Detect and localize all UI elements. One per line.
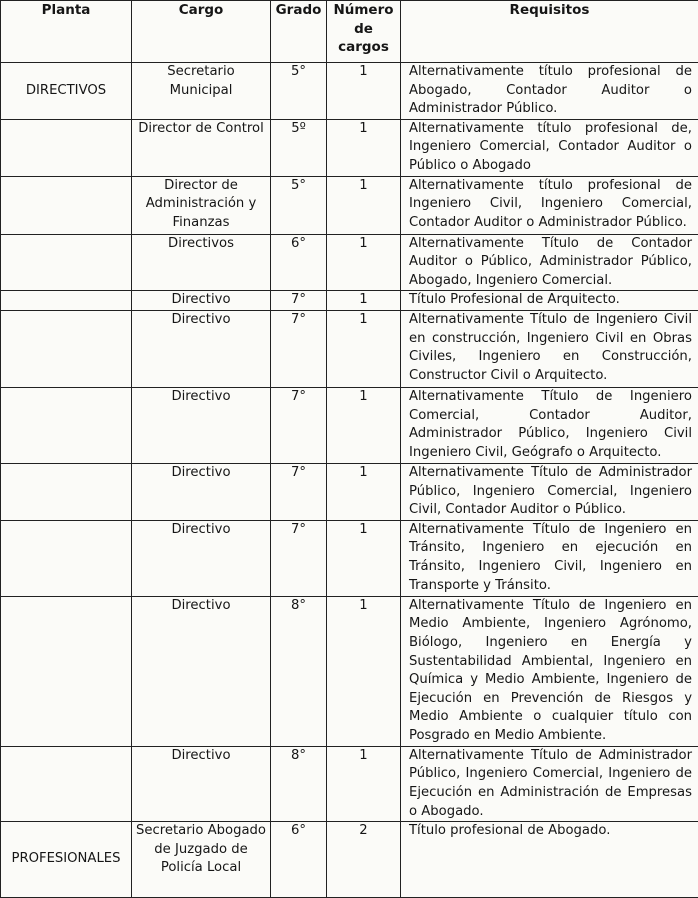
table-row: [1, 291, 698, 311]
planta-cell: [1, 234, 132, 291]
header-grado: Grado: [271, 1, 327, 63]
header-planta: Planta: [1, 1, 132, 63]
planta-cell: [1, 119, 132, 176]
grado-cell: 6°: [271, 234, 327, 291]
numero-cell: 1: [327, 387, 401, 463]
cargo-cell: Directivo: [132, 463, 271, 520]
numero-cell: 1: [327, 520, 401, 596]
requisitos-cell: Alternativamente Título de Contador Auditor o Público, Administrador Público, Abogado, Ingeniero Comercial.: [401, 234, 698, 291]
requisitos-cell: Alternativamente Título de Ingeniero en Medio Ambiente, Ingeniero Agrónomo, Biólogo, Ingeniero en Energía y Sustentabilidad Ambiental, Ingeniero en Química y Medio Ambiente, Ingeniero de Ejecución en Prevención de Riesgos y Medio Ambiente o cualquier título con Posgrado en Medio Ambiente.: [401, 596, 698, 746]
planta-cell: [1, 463, 132, 520]
table-row: [1, 63, 698, 120]
grado-cell: 5°: [271, 63, 327, 120]
cargo-cell: Directivo: [132, 387, 271, 463]
planta-cell: [1, 746, 132, 821]
table-row: [1, 234, 698, 291]
table-row: [1, 387, 698, 463]
table-row: [1, 119, 698, 176]
requisitos-cell: Alternativamente título profesional de, Ingeniero Comercial, Contador Auditor o Público o Abogado: [401, 119, 698, 176]
table-row: [1, 463, 698, 520]
cargo-cell: Directivo: [132, 520, 271, 596]
table-row: [1, 596, 698, 746]
numero-cell: 1: [327, 63, 401, 120]
grado-cell: 7°: [271, 463, 327, 520]
planta-cell: [1, 520, 132, 596]
planta-cell: [1, 291, 132, 311]
cargo-cell: Secretario Abogado de Juzgado de Policía Local: [132, 822, 271, 898]
header-row: [1, 1, 698, 63]
grado-cell: 7°: [271, 310, 327, 387]
planta-cell: [1, 387, 132, 463]
cargo-cell: Directivo: [132, 596, 271, 746]
table-row: [1, 746, 698, 821]
requisitos-cell: Alternativamente Título de Administrador Público, Ingeniero Comercial, Ingeniero Civil, Contador Auditor o Público.: [401, 463, 698, 520]
requisitos-cell: Título profesional de Abogado.: [401, 822, 698, 898]
requisitos-cell: Alternativamente Título de Ingeniero Comercial, Contador Auditor, Administrador Público, Ingeniero Civil Ingeniero Civil, Geógrafo o Arquitecto.: [401, 387, 698, 463]
grado-cell: 8°: [271, 596, 327, 746]
cargo-cell: Directivos: [132, 234, 271, 291]
grado-cell: 8°: [271, 746, 327, 821]
grado-cell: 5º: [271, 119, 327, 176]
planta-cell: [1, 176, 132, 234]
grado-cell: 7°: [271, 387, 327, 463]
header-requisitos: Requisitos: [401, 1, 698, 63]
table-row: [1, 176, 698, 234]
numero-cell: 1: [327, 596, 401, 746]
planta-cell: PROFESIONALES: [1, 822, 132, 898]
requisitos-cell: Título Profesional de Arquitecto.: [401, 291, 698, 311]
cargo-cell: Director de Control: [132, 119, 271, 176]
requisitos-cell: Alternativamente título profesional de Abogado, Contador Auditor o Administrador Público.: [401, 63, 698, 120]
cargo-cell: Directivo: [132, 291, 271, 311]
requisitos-cell: Alternativamente Título de Ingeniero Civil en construcción, Ingeniero Civil en Obras Civiles, Ingeniero en Construcción, Constructor Civil o Arquitecto.: [401, 310, 698, 387]
requisitos-cell: Alternativamente Título de Administrador Público, Ingeniero Comercial, Ingeniero de Ejecución en Administración de Empresas o Abogado.: [401, 746, 698, 821]
numero-cell: 1: [327, 119, 401, 176]
cargo-cell: Secretario Municipal: [132, 63, 271, 120]
table-row: [1, 310, 698, 387]
numero-cell: 2: [327, 822, 401, 898]
numero-cell: 1: [327, 310, 401, 387]
requisitos-cell: Alternativamente título profesional de Ingeniero Civil, Ingeniero Comercial, Contador Auditor o Administrador Público.: [401, 176, 698, 234]
numero-cell: 1: [327, 176, 401, 234]
grado-cell: 5°: [271, 176, 327, 234]
cargo-cell: Director de Administración y Finanzas: [132, 176, 271, 234]
numero-cell: 1: [327, 291, 401, 311]
requisitos-cell: Alternativamente Título de Ingeniero en Tránsito, Ingeniero en ejecución en Tránsito, Ingeniero Civil, Ingeniero en Transporte y Tránsito.: [401, 520, 698, 596]
numero-cell: 1: [327, 234, 401, 291]
header-numero: Número de cargos: [327, 1, 401, 63]
cargo-cell: Directivo: [132, 310, 271, 387]
planta-cell: DIRECTIVOS: [1, 63, 132, 120]
planta-cell: [1, 310, 132, 387]
planta-cell: [1, 596, 132, 746]
grado-cell: 6°: [271, 822, 327, 898]
grado-cell: 7°: [271, 520, 327, 596]
header-cargo: Cargo: [132, 1, 271, 63]
numero-cell: 1: [327, 746, 401, 821]
table-row: [1, 520, 698, 596]
cargo-cell: Directivo: [132, 746, 271, 821]
grado-cell: 7°: [271, 291, 327, 311]
table-row: [1, 822, 698, 898]
numero-cell: 1: [327, 463, 401, 520]
